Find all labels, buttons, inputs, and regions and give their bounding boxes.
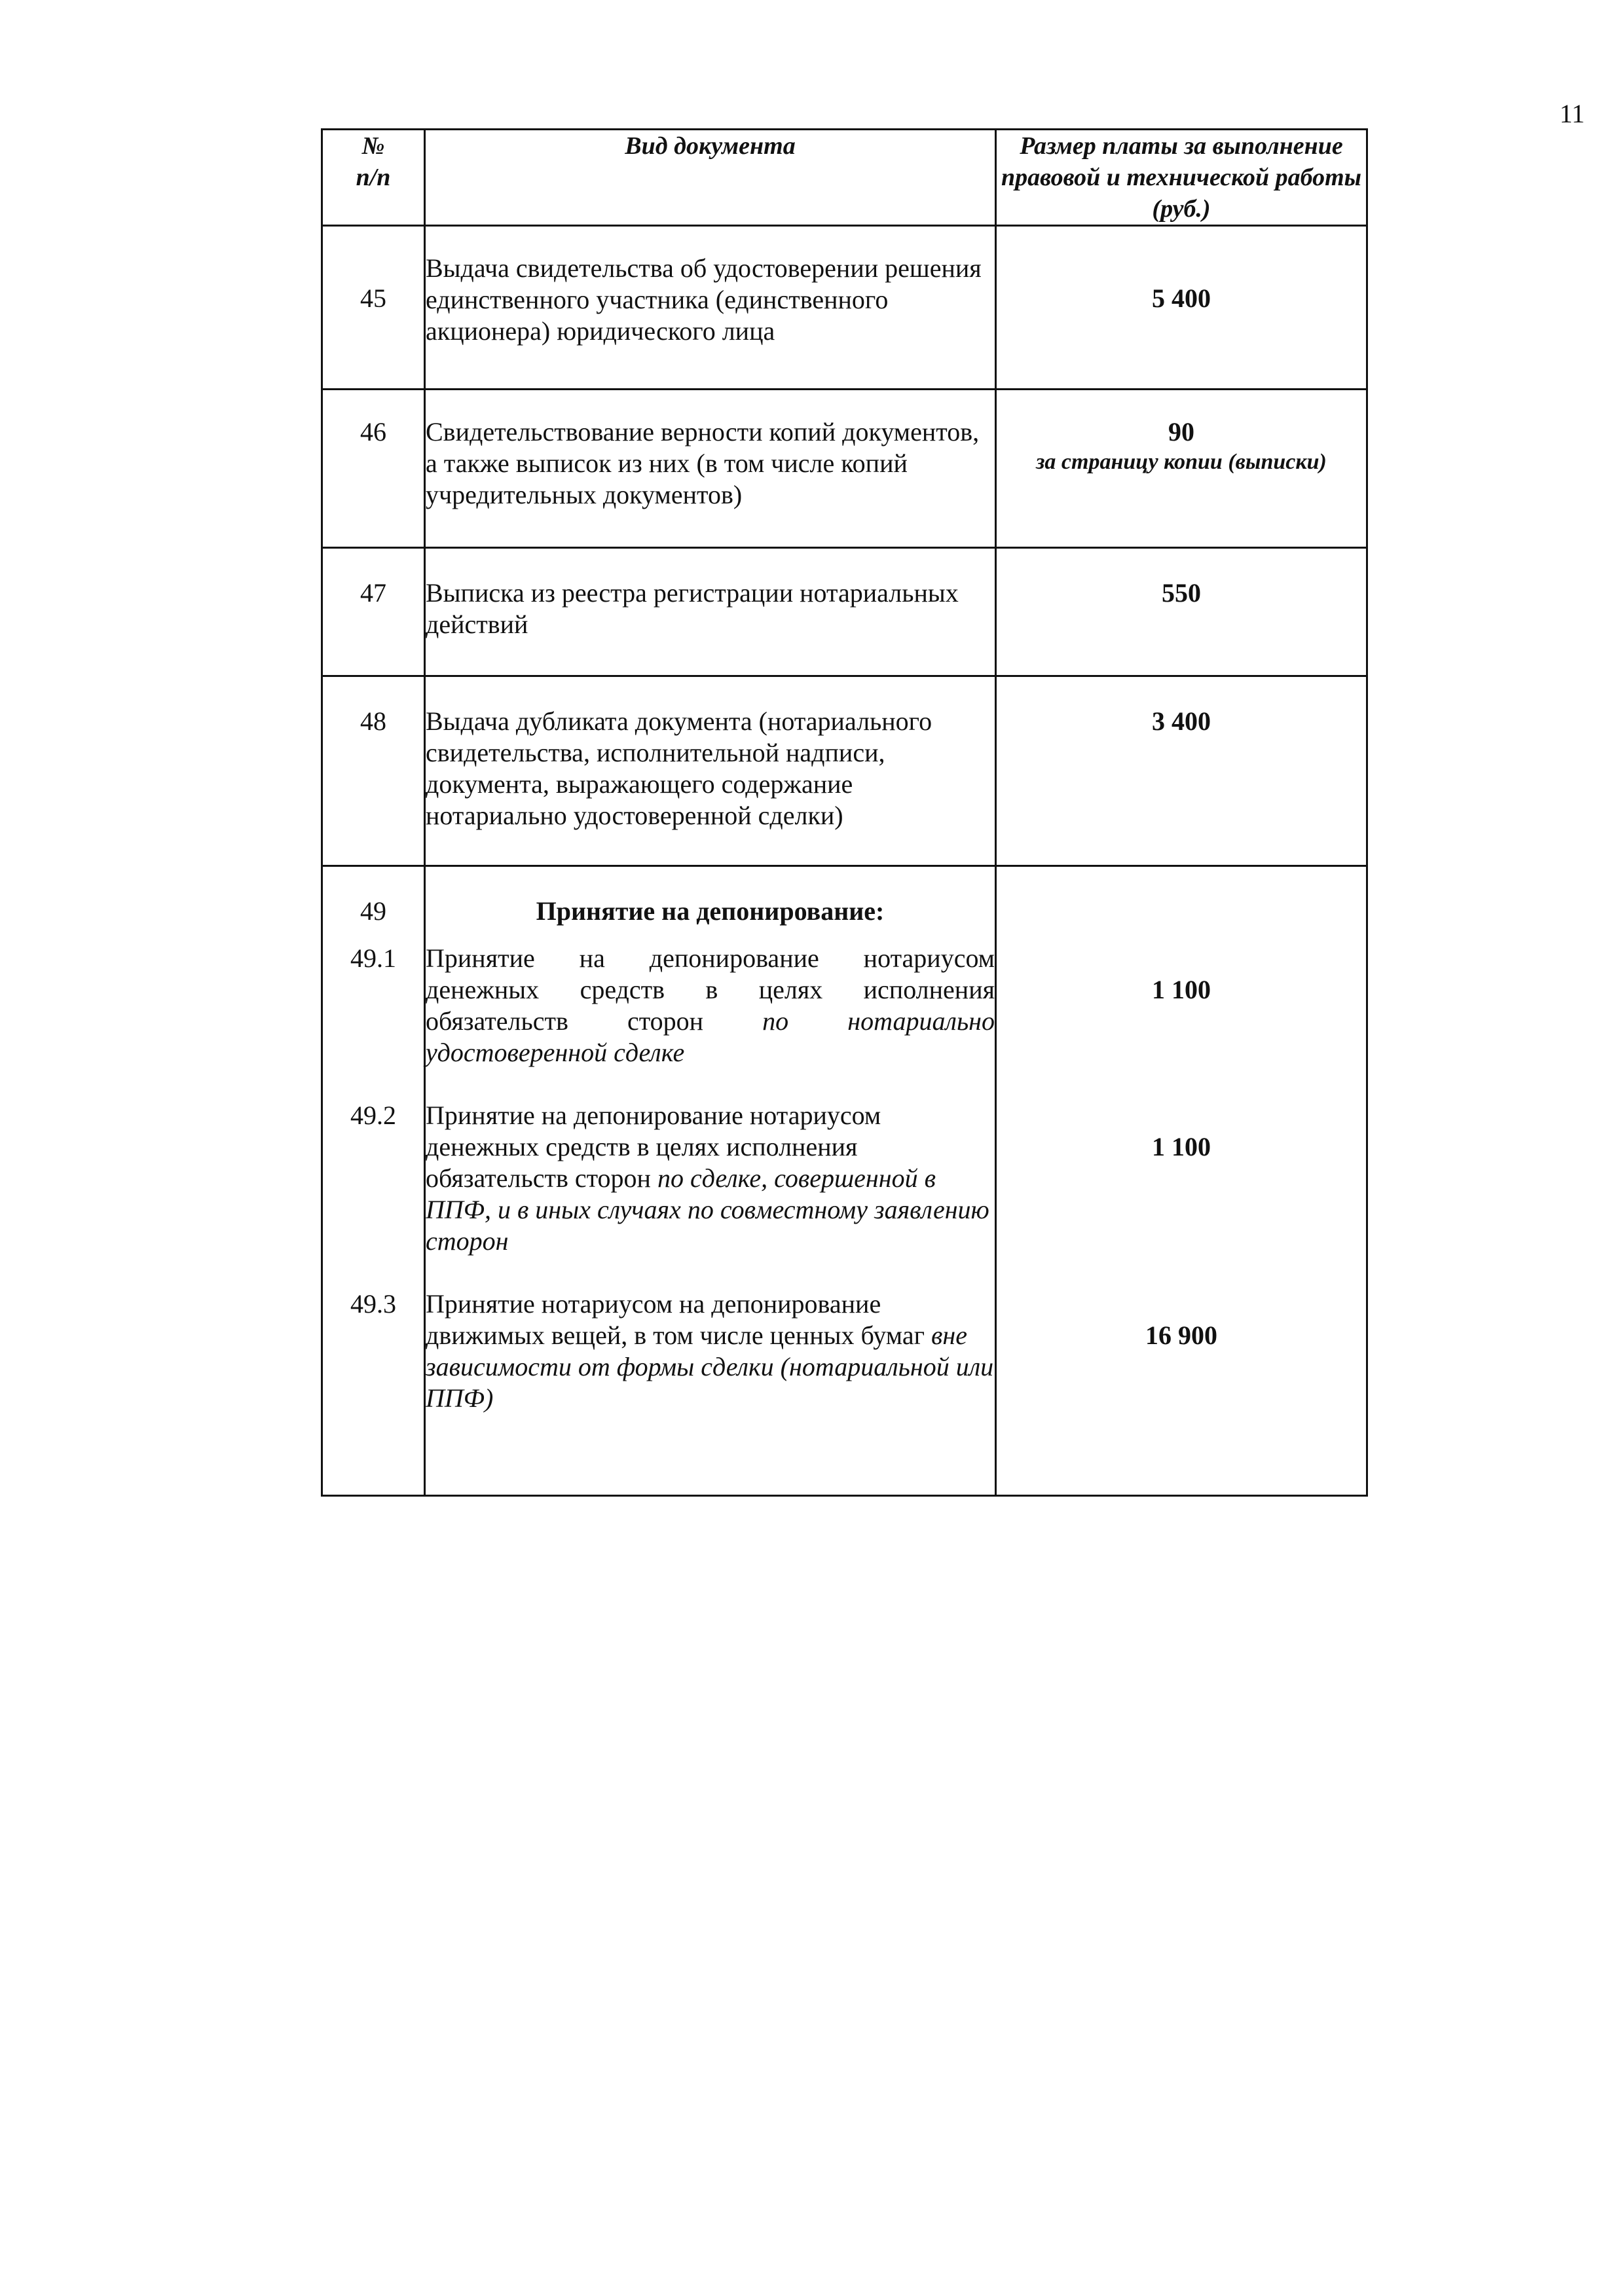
row-49-1-number: 49.1 bbox=[350, 943, 396, 973]
page-number: 11 bbox=[1559, 99, 1585, 128]
table-header-row bbox=[322, 130, 1367, 226]
row-49-3-description bbox=[426, 1288, 995, 1414]
row-49-title: Принятие на депонирование: bbox=[536, 896, 885, 926]
table-row bbox=[322, 548, 1367, 676]
row-49-3-number: 49.3 bbox=[350, 1289, 396, 1319]
table-row bbox=[322, 226, 1367, 390]
row-49-number: 49 bbox=[360, 896, 386, 926]
header-fee: Размер платы за выполнение правовой и технической работы (руб.) bbox=[996, 130, 1367, 226]
row-number: 46 bbox=[322, 390, 425, 548]
row-49-3-fee: 16 900 bbox=[1145, 1321, 1217, 1350]
row-number: 47 bbox=[322, 548, 425, 676]
row-49-2-number: 49.2 bbox=[350, 1101, 396, 1130]
row-number bbox=[322, 866, 425, 1496]
table-row bbox=[322, 676, 1367, 866]
header-number: № п/п bbox=[322, 130, 425, 226]
row-49-2-text: Принятие на депонирование нотариусом денежных средств в целях исполнения обязательств сторон bbox=[426, 1101, 881, 1193]
row-fee bbox=[996, 866, 1367, 1496]
row-number: 45 bbox=[322, 226, 425, 390]
row-fee-note: за страницу копии (выписки) bbox=[1036, 450, 1327, 474]
row-fee-value: 90 bbox=[1168, 417, 1194, 446]
row-49-3-italic: вне зависимости от формы сделки (нотариальной или ППФ) bbox=[426, 1321, 994, 1413]
row-fee: 3 400 bbox=[996, 676, 1367, 866]
row-49-1-text: Принятие на депонирование нотариусом денежных средств в целях исполнения обязательств сторон bbox=[426, 943, 995, 1036]
table-row-deposit bbox=[322, 866, 1367, 1496]
row-description: Свидетельствование верности копий документов, а также выписок из них (в том числе копий учредительных документов) bbox=[425, 390, 996, 548]
row-49-2-italic: по сделке, совершенной в ППФ, и в иных случаях по совместному заявлению сторон bbox=[426, 1163, 989, 1256]
row-description: Выдача свидетельства об удостоверении решения единственного участника (единственного акционера) юридического лица bbox=[425, 226, 996, 390]
row-description: Выдача дубликата документа (нотариального свидетельства, исполнительной надписи, документа, выражающего содержание нотариально удостоверенной сделки) bbox=[425, 676, 996, 866]
row-fee: 550 bbox=[996, 548, 1367, 676]
row-49-2-description bbox=[426, 1100, 995, 1257]
row-49-2-fee: 1 100 bbox=[1152, 1132, 1211, 1161]
row-description bbox=[425, 866, 996, 1496]
row-49-1-fee: 1 100 bbox=[1152, 975, 1211, 1004]
row-fee bbox=[996, 390, 1367, 548]
row-49-3-text: Принятие нотариусом на депонирование движимых вещей, в том числе ценных бумаг bbox=[426, 1289, 925, 1350]
fee-table bbox=[321, 128, 1368, 1497]
row-description: Выписка из реестра регистрации нотариальных действий bbox=[425, 548, 996, 676]
row-number: 48 bbox=[322, 676, 425, 866]
row-49-1-description bbox=[426, 943, 995, 1068]
header-document-type: Вид документа bbox=[425, 130, 996, 226]
table-row bbox=[322, 390, 1367, 548]
row-49-1-italic: по нотариально удостоверенной сделке bbox=[426, 1006, 995, 1067]
row-fee: 5 400 bbox=[996, 226, 1367, 390]
